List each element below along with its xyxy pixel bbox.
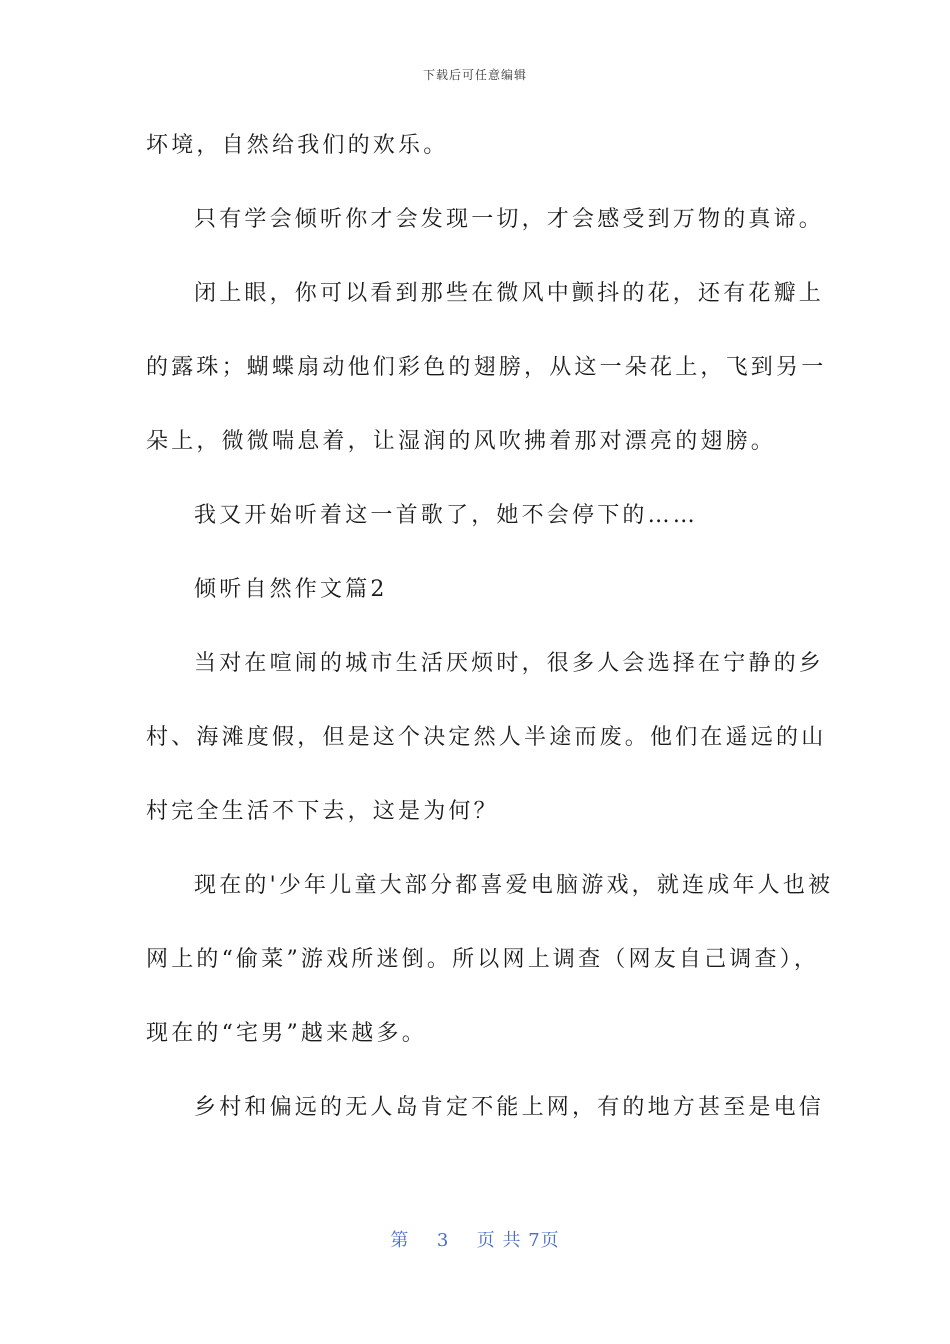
- current-page-number: 3: [436, 1230, 450, 1251]
- text-line: 当对在喧闹的城市生活厌烦时，很多人会选择在宁静的乡: [194, 651, 825, 676]
- footer-prefix: 第: [390, 1230, 410, 1251]
- text-line: 网上的“偷菜”游戏所迷倒。所以网上调查（网友自己调查），: [146, 947, 820, 972]
- text-line: 现在的'少年儿童大部分都喜爱电脑游戏，就连成年人也被: [194, 873, 834, 898]
- footer-middle: 页 共: [476, 1230, 522, 1251]
- page-header: 下载后可任意编辑: [422, 68, 527, 82]
- text-line: 的露珠；蝴蝶扇动他们彩色的翅膀，从这一朵花上，飞到另一: [146, 355, 827, 380]
- text-line: 只有学会倾听你才会发现一切，才会感受到万物的真谛。: [194, 207, 825, 232]
- text-line: 朵上，微微喘息着，让湿润的风吹拂着那对漂亮的翅膀。: [146, 429, 777, 454]
- text-line: 村、海滩度假，但是这个决定然人半途而废。他们在遥远的山: [146, 725, 827, 750]
- text-line: 乡村和偏远的无人岛肯定不能上网，有的地方甚至是电信: [194, 1095, 825, 1120]
- total-pages: 7页: [528, 1230, 560, 1251]
- text-line: 闭上眼，你可以看到那些在微风中颤抖的花，还有花瓣上: [194, 281, 825, 306]
- text-line: 村完全生活不下去，这是为何？: [146, 799, 499, 824]
- document-body: [146, 120, 834, 1156]
- text-line: 坏境，自然给我们的欢乐。: [146, 133, 449, 158]
- page-footer: [0, 1226, 950, 1252]
- section-heading: 倾听自然作文篇2: [194, 577, 388, 602]
- text-line: 现在的“宅男”越来越多。: [146, 1021, 427, 1046]
- text-line: 我又开始听着这一首歌了，她不会停下的……: [194, 503, 699, 528]
